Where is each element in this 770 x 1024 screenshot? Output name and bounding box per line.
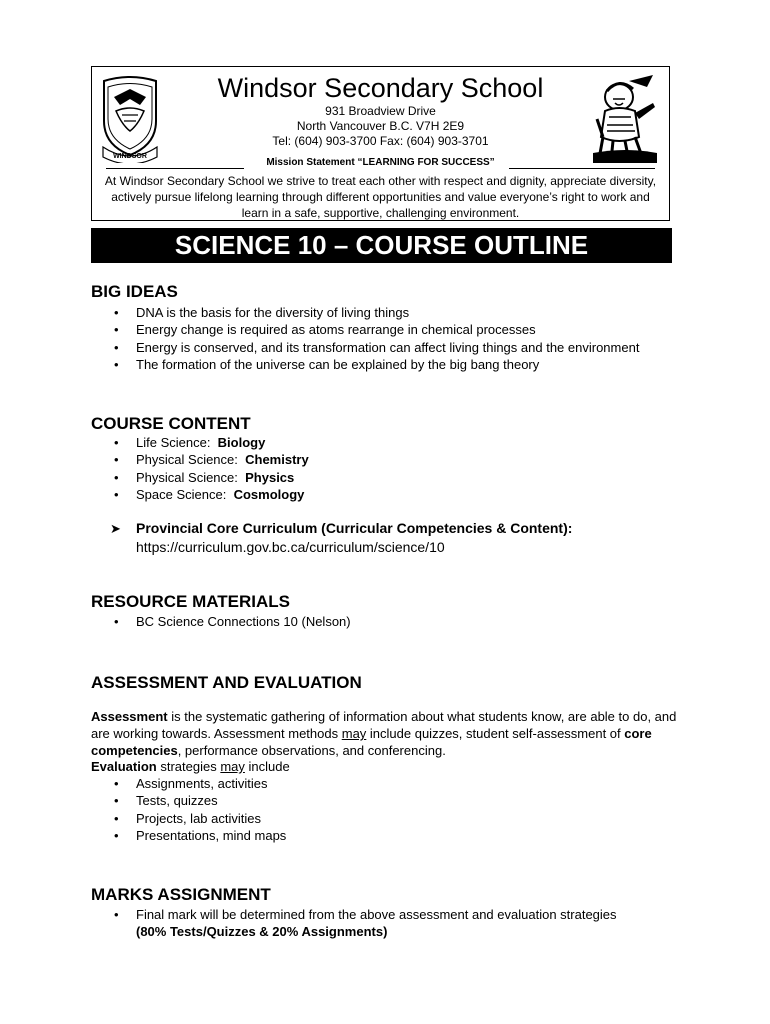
list-item [110, 451, 309, 468]
evaluation-text: strategies [156, 759, 221, 774]
marks-weighting: (80% Tests/Quizzes & 20% Assignments) [136, 924, 388, 940]
mission-rule-left [106, 168, 244, 169]
school-name: Windsor Secondary School [217, 73, 544, 103]
crest-text: WINDSOR [113, 153, 147, 160]
big-ideas-heading: BIG IDEAS [91, 282, 178, 301]
content-value: Biology [217, 435, 266, 450]
assessment-text: , performance observations, and conferencing. [177, 743, 446, 758]
list-item [110, 906, 617, 941]
evaluation-text: include [244, 759, 290, 774]
core-curriculum-link[interactable]: https://curriculum.gov.bc.ca/curriculum/science/10 [136, 539, 445, 555]
mascot-knight-icon [589, 73, 661, 165]
list-item: • Projects, lab activities [110, 810, 286, 827]
list-item: • Energy is conserved, and its transformation can affect living things and the environment [110, 339, 639, 356]
list-item [110, 434, 309, 451]
mission-rule-right [509, 168, 655, 169]
content-label: Life Science: [136, 435, 211, 450]
content-label: Physical Science: [136, 469, 238, 485]
mission-statement-title: Mission Statement “LEARNING FOR SUCCESS” [266, 157, 495, 168]
resource-materials-list [110, 613, 351, 630]
may-underlined: may [341, 726, 367, 741]
list-item: • BC Science Connections 10 (Nelson) [110, 613, 351, 630]
may-underlined: may [220, 759, 245, 774]
evaluation-line [91, 758, 681, 775]
course-outline-title: SCIENCE 10 – COURSE OUTLINE [91, 228, 672, 263]
content-label: Space Science: [136, 487, 227, 503]
list-item: • Presentations, mind maps [110, 827, 286, 844]
assessment-text: include quizzes, student self-assessment of [366, 726, 625, 741]
arrow-bullet-icon: ➤ [110, 521, 121, 536]
list-item: • DNA is the basis for the diversity of living things [110, 304, 639, 321]
content-value: Physics [245, 469, 295, 485]
list-item: • The formation of the universe can be explained by the big bang theory [110, 356, 639, 373]
course-content-list [110, 434, 309, 504]
address-city: North Vancouver B.C. V7H 2E9 [296, 119, 465, 133]
content-value: Chemistry [245, 452, 309, 468]
assessment-text: is the systematic gathering of information about what students know, are able to do, and are working towards. Assessment methods [91, 709, 677, 741]
school-header [91, 66, 670, 221]
list-item [110, 486, 309, 503]
assessment-heading: ASSESSMENT AND EVALUATION [91, 673, 362, 692]
core-competencies-term: core competencies [91, 726, 652, 758]
list-item: • Tests, quizzes [110, 792, 286, 809]
phone-fax: Tel: (604) 903-3700 Fax: (604) 903-3701 [272, 134, 489, 148]
content-value: Cosmology [233, 487, 305, 503]
big-ideas-list [110, 304, 639, 374]
list-item [110, 469, 309, 486]
mission-statement-text: At Windsor Secondary School we strive to treat each other with respect and dignity, appreciate diversity, actively pursue lifelong learning through different opportunities and value everyone’s right to work and learn in a safe, supportive, challenging environment. [104, 174, 657, 220]
list-item: • Assignments, activities [110, 775, 286, 792]
address-street: 931 Broadview Drive [325, 104, 436, 118]
marks-list [110, 906, 617, 941]
content-label: Physical Science: [136, 452, 238, 468]
evaluation-list [110, 775, 286, 845]
course-content-heading: COURSE CONTENT [91, 414, 251, 433]
core-curriculum-title: Provincial Core Curriculum (Curricular Competencies & Content): [136, 520, 573, 536]
resource-materials-heading: RESOURCE MATERIALS [91, 592, 290, 611]
evaluation-term: Evaluation [91, 759, 157, 774]
marks-text: Final mark will be determined from the above assessment and evaluation strategies [136, 907, 617, 922]
list-item: • Energy change is required as atoms rearrange in chemical processes [110, 321, 639, 338]
assessment-term: Assessment [91, 709, 168, 724]
assessment-paragraph [91, 708, 681, 759]
marks-heading: MARKS ASSIGNMENT [91, 885, 271, 904]
